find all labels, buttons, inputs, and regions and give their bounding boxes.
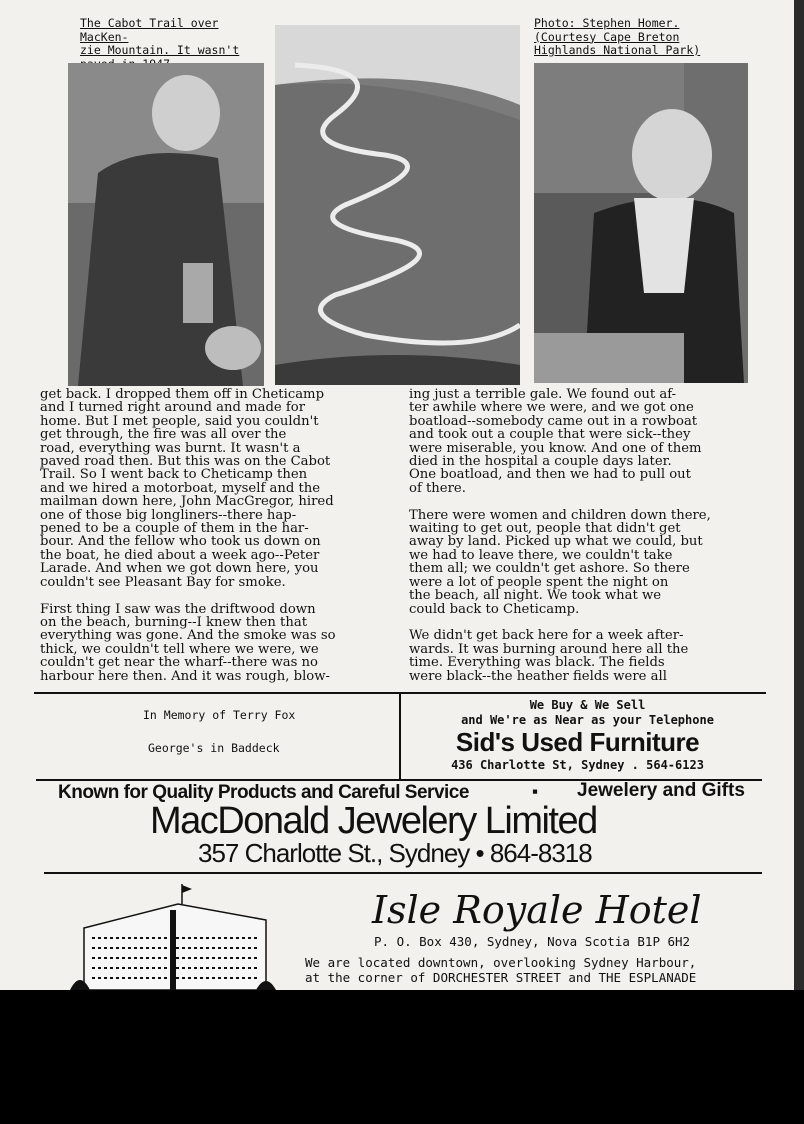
hotel-building-illustration <box>70 882 280 990</box>
ad-terry-fox: In Memory of Terry Fox <box>143 708 296 722</box>
hotel-description-line1: We are located downtown, overlooking Sydney Harbour, <box>305 955 697 970</box>
macdonald-address-phone: 357 Charlotte St., Sydney • 864-8318 <box>198 838 592 868</box>
photo-cabot-trail-aerial <box>275 25 520 385</box>
scan-edge-shadow <box>794 0 804 990</box>
article-column-left: get back. I dropped them off in Cheticamp and I turned right around and made for home. But I met people, said you couldn't get through, the fire was all over the road, everything was burnt. It wasn't a paved road then. But this was on the Cabot Trail. So I went back to Cheticamp then and we hired a motorboat, myself and the mailman down here, John MacGregor, hired one of those big longliners--there hap- pened to be a couple of them in the har- bour. And the fellow who took us down on the boat, he died about a week ago--Peter Larade. And when we got down here, you couldn't see Pleasant Bay for smoke. First thing I saw was the driftwood down on the beach, burning--I knew then that everything was gone. And the smoke was so thick, we couldn't tell where we were, we couldn't get near the wharf--there was no harbour here then. And it was rough, blow- <box>40 387 336 684</box>
article-column-right: ing just a terrible gale. We found out af- ter awhile where we were, and we got one boatload--somebody came out in a rowboat and took out a couple that were sick--they were miserable, you know. And one of them died in the hospital a couple days later. One boatload, and then we had to pull out of there. There were women and children down there, waiting to get out, people that didn't get away by land. Picked up what we could, but we had to leave there, we couldn't take them all; we couldn't get ashore. So there were a lot of people spent the night on the beach, all night. We took what we could back to Cheticamp. We didn't get back here for a week after- wards. It was burning around here all the time. Everything was black. The fields were black--the heather fields were all <box>409 387 711 684</box>
sids-telephone-tagline: and We're as Near as your Telephone <box>461 713 714 727</box>
macdonald-tagline-right: Jewelery and Gifts <box>577 780 745 801</box>
sids-address-phone: 436 Charlotte St, Sydney . 564-6123 <box>451 758 704 772</box>
sids-buy-sell: We Buy & We Sell <box>529 698 646 712</box>
divider-ads-bottom <box>44 872 762 874</box>
photo-caption-right: Photo: Stephen Homer. (Courtesy Cape Breton Highlands National Park) <box>534 16 701 57</box>
photo-old-man <box>68 63 264 386</box>
hotel-address: P. O. Box 430, Sydney, Nova Scotia B1P 6H2 <box>374 934 691 949</box>
macdonald-tagline-left: Known for Quality Products and Careful Service <box>58 782 469 803</box>
photo-caption-left: The Cabot Trail over MacKen- zie Mountain. It wasn't <box>80 16 240 57</box>
photo-elderly-woman <box>534 63 748 383</box>
sids-used-furniture-name: Sid's Used Furniture <box>455 727 700 757</box>
hotel-description-line2: at the corner of DORCHESTER STREET and THE ESPLANADE <box>305 970 697 985</box>
isle-royale-hotel-name: Isle Royale Hotel <box>372 888 702 932</box>
divider-ads-vertical <box>399 692 401 780</box>
macdonald-bullet: ▪ <box>532 782 539 801</box>
macdonald-jewelery-name: MacDonald Jewelery Limited <box>150 800 597 842</box>
ad-georges-baddeck: George's in Baddeck <box>148 741 280 755</box>
